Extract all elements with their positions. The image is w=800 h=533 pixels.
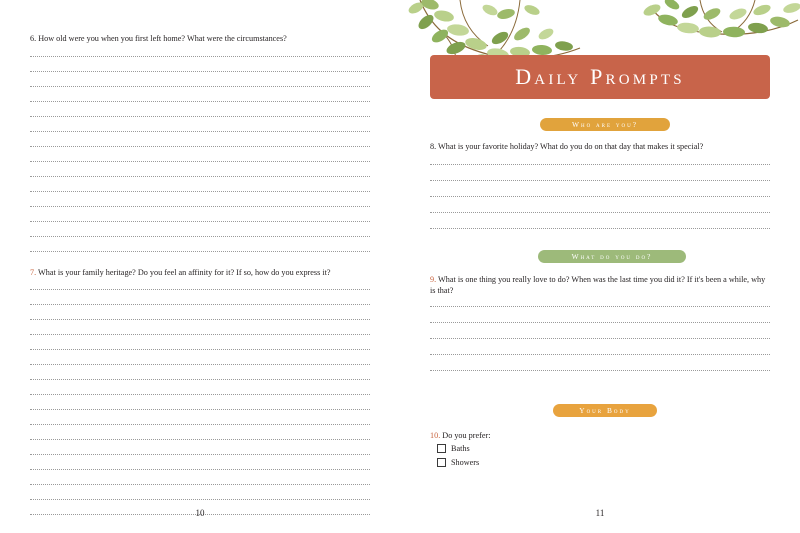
prompt-7 — [30, 267, 370, 278]
prompt-10 — [430, 430, 770, 441]
prompt-10-text: Do you prefer: — [442, 431, 491, 440]
prompt-9-text: What is one thing you really love to do? When was the last time you did it? If it's been a while, why is that? — [430, 275, 766, 295]
section-pill-your-body — [553, 404, 657, 417]
prompt-8-writing-lines[interactable] — [430, 158, 770, 229]
option-showers-label: Showers — [451, 458, 480, 467]
prompt-10-number: 10. — [430, 431, 441, 440]
section-pill-what-do-you-do — [538, 250, 686, 263]
prompt-9-writing-lines[interactable] — [430, 300, 770, 371]
option-baths[interactable] — [437, 444, 470, 453]
prompt-7-writing-lines[interactable] — [30, 283, 370, 515]
option-showers[interactable] — [437, 458, 479, 467]
banner-title: Daily Prompts — [515, 64, 685, 89]
daily-prompts-banner — [430, 55, 770, 99]
checkbox-icon[interactable] — [437, 458, 446, 467]
section-pill-who-label: Who are you? — [571, 120, 638, 129]
option-baths-label: Baths — [451, 444, 470, 453]
prompt-6-writing-lines[interactable] — [30, 50, 370, 252]
right-page-number: 11 — [595, 508, 605, 518]
prompt-7-number: 7. — [30, 268, 37, 277]
section-pill-body-label: Your Body — [579, 406, 631, 415]
prompt-8 — [430, 141, 770, 152]
prompt-7-text: What is your family heritage? Do you feel an affinity for it? If so, how do you express it? — [38, 268, 331, 277]
section-pill-what-label: What do you do? — [571, 252, 653, 261]
prompt-8-number: 8. — [430, 142, 437, 151]
prompt-6-number: 6. — [30, 34, 37, 43]
prompt-9-number: 9. — [430, 275, 437, 284]
prompt-6-text: How old were you when you first left home? What were the circumstances? — [38, 34, 287, 43]
section-pill-who-are-you — [540, 118, 670, 131]
prompt-6 — [30, 33, 370, 44]
checkbox-icon[interactable] — [437, 444, 446, 453]
prompt-8-text: What is your favorite holiday? What do you do on that day that makes it special? — [438, 142, 704, 151]
left-page-number: 10 — [195, 508, 205, 518]
prompt-9 — [430, 274, 770, 296]
